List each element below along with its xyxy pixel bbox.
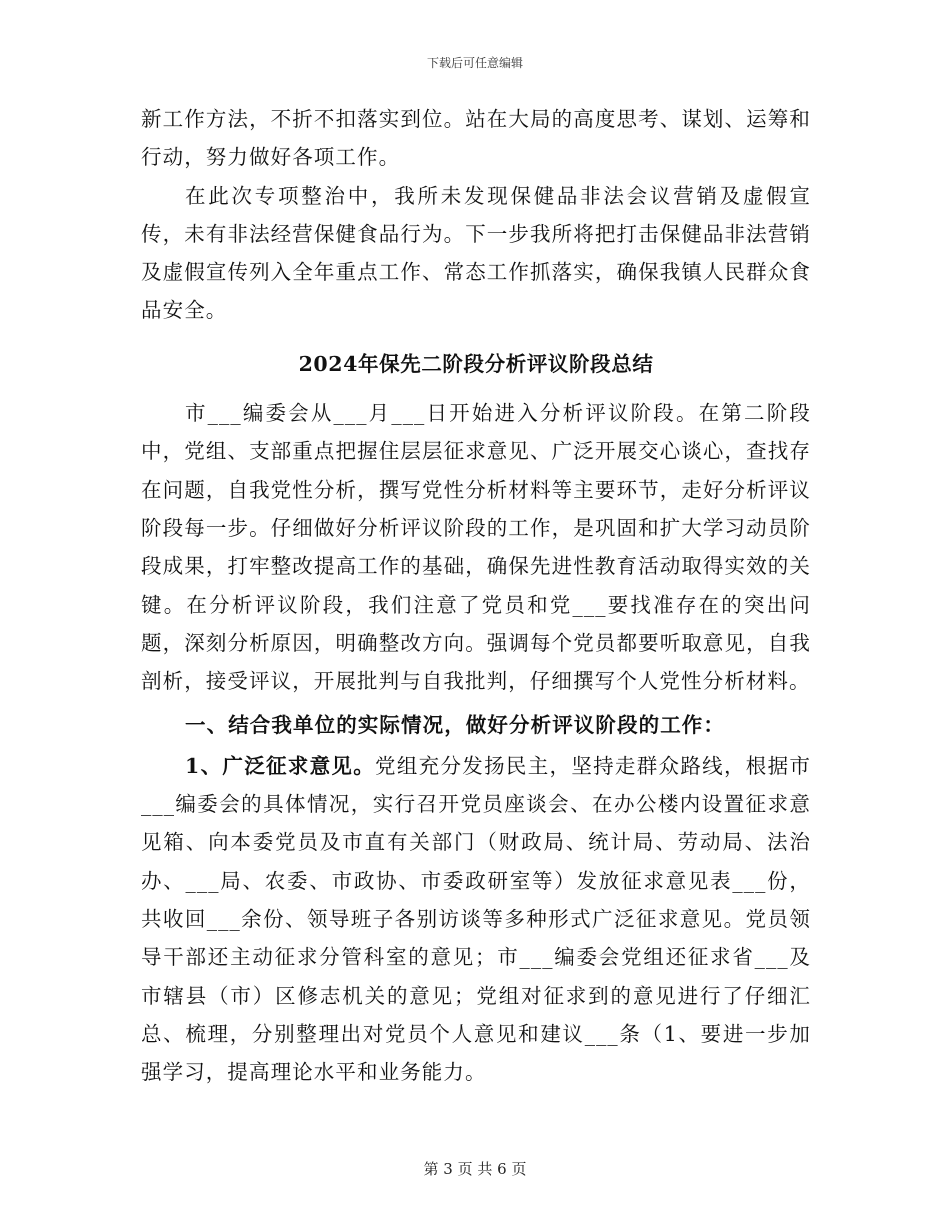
document-title: 2024年保先二阶段分析评议阶段总结 <box>298 351 654 376</box>
paragraph-text: 党组充分发扬民主，坚持走群众路线，根据市___编委会的具体情况，实行召开党员座谈会、在办公楼内设置征求意见箱、向本委党员及市直有关部门（财政局、统计局、劳动局、法治办、___局、农委、市政协、市委政研室等）发放征求意见表___份，共收回___余份、领导班子各别访谈等多种形式广泛征求意见。党员领导干部还主动征求分管科室的意见；市___编委会党组还征求省___及市辖县（市）区修志机关的意见；党组对征求到的意见进行了仔细汇总、梳理，分别整理出对党员个人意见和建议___条（1、要进一步加强学习，提高理论水平和业务能力。 <box>141 753 812 1085</box>
paragraph-lead: 1、广泛征求意见。 <box>185 753 376 778</box>
page-number: 第 3 页 共 6 页 <box>423 1160 527 1178</box>
paragraph-intro: 市___编委会从___月___日开始进入分析评议阶段。在第二阶段中，党组、支部重点把握住层层征求意见、广泛开展交心谈心，查找存在问题，自我党性分析，撰写党性分析材料等主要环节，走好分析评议阶段每一步。仔细做好分析评议阶段的工作，是巩固和扩大学习动员阶段成果，打牢整改提高工作的基础，确保先进性教育活动取得实效的关键。在分析评议阶段，我们注意了党员和党___要找准存在的突出问题，深刻分析原因，明确整改方向。强调每个党员都要听取意见，自我剖析，接受评议，开展批判与自我批判，仔细撰写个人党性分析材料。 <box>141 401 811 694</box>
paragraph-continuation: 新工作方法，不折不扣落实到位。站在大局的高度思考、谋划、运筹和行动，努力做好各项工作。 <box>141 107 811 170</box>
document-body <box>141 100 811 1091</box>
section-heading-1: 一、结合我单位的实际情况，做好分析评议阶段的工作： <box>185 713 725 738</box>
header-note: 下载后可任意编辑 <box>426 56 523 70</box>
paragraph-rectification: 在此次专项整治中，我所未发现保健品非法会议营销及虚假宣传，未有非法经营保健食品行为。下一步我所将把打击保健品非法营销及虚假宣传列入全年重点工作、常态工作抓落实，确保我镇人民群众食品安全。 <box>141 183 811 323</box>
paragraph-opinions <box>141 747 811 1092</box>
